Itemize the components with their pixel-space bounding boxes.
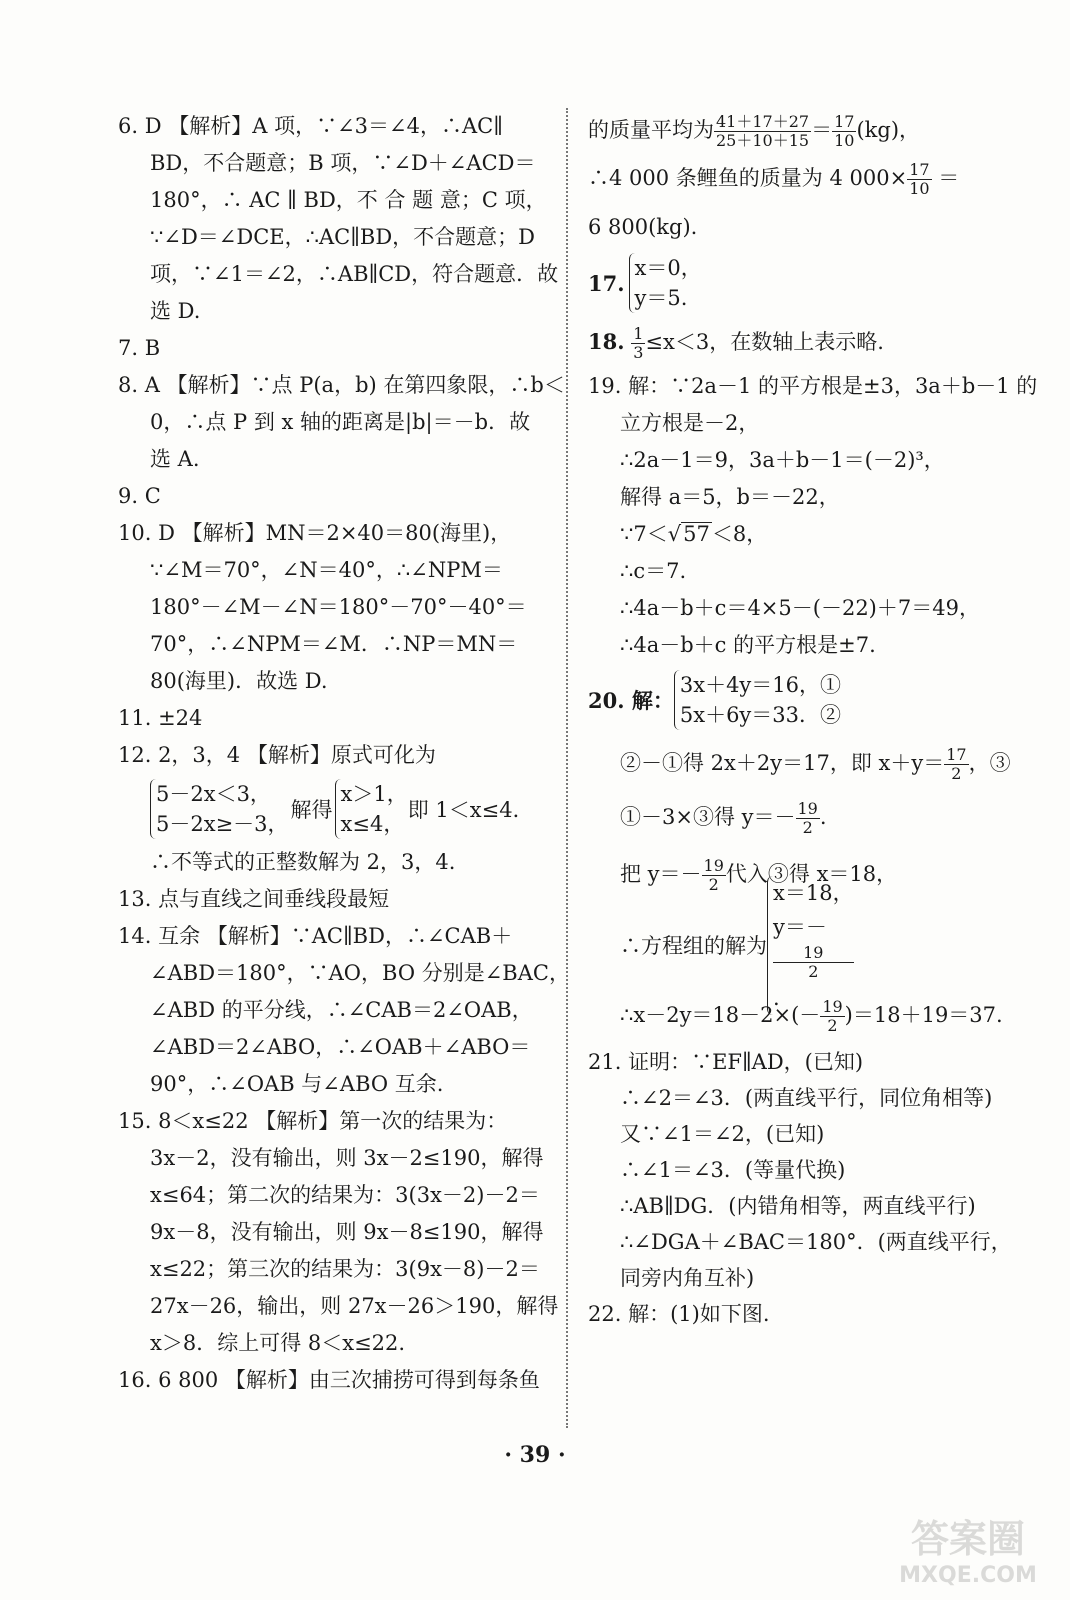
- q19-line: ∴4a－b＋c＝4×5－(－22)＋7＝49，: [620, 596, 980, 620]
- q20-sol-num: 19: [773, 944, 854, 963]
- q19-root-pre: ∵7＜: [620, 522, 668, 546]
- q20-l6-text: ∴x－2y＝18－2×(－: [620, 1003, 821, 1027]
- answer-q16: [118, 1362, 550, 1399]
- q20-sol-den: 2: [808, 961, 819, 981]
- q19-line: 19. 解：∵2a－1 的平方根是±3，3a＋b－1 的: [588, 374, 1038, 398]
- answer-line: 10. D 【解析】MN＝2×40＝80(海里)，: [118, 521, 512, 545]
- q20-l6-frac: [820, 998, 844, 1035]
- q19-root-post: ＜8，: [711, 522, 768, 546]
- system-equation: 5－2x≥－3，: [156, 812, 289, 836]
- answer-line: ∵∠D＝∠DCE，∴AC∥BD，不合题意；D: [150, 225, 536, 249]
- q12-between: 解得: [290, 798, 333, 822]
- answer-line: 6. D 【解析】A 项，∵∠3＝∠4，∴AC∥: [118, 114, 503, 138]
- q17-system: [629, 253, 702, 313]
- q19-line: ∴2a－1＝9，3a＋b－1＝(－2)³，: [620, 448, 945, 472]
- q18-text: ≤x＜3，在数轴上表示略.: [645, 330, 884, 354]
- q16-line-2: [588, 152, 1018, 204]
- q16-frac-den: 25＋10＋15: [716, 131, 810, 150]
- q20-sol-y-frac: [773, 944, 854, 981]
- q16-frac2-den: 10: [834, 131, 855, 150]
- q20-l2-num: 17: [946, 745, 967, 764]
- q20-number: 20. 解：: [588, 688, 674, 713]
- q20: [588, 664, 1018, 1044]
- answer-line: 3x－2，没有输出，则 3x－2≤190，解得: [150, 1146, 544, 1170]
- system-equation: x≤4，: [340, 812, 405, 836]
- q20-sol-x: x＝18，: [773, 880, 854, 905]
- q19-root-line: ∵7＜√57＜8，: [620, 522, 768, 546]
- q20-l2-post: ，③: [968, 751, 1011, 775]
- q12-system-original: [150, 779, 289, 839]
- q21-line: 同旁内角互补): [620, 1266, 755, 1290]
- q21-line: ∴∠1＝∠3．(等量代换): [620, 1158, 846, 1182]
- q16-fraction: [714, 113, 811, 150]
- answer-q8: [118, 367, 565, 478]
- q16-frac-num: 41＋17＋27: [716, 112, 810, 131]
- q20-line-3: [588, 790, 1018, 844]
- q18: [588, 316, 1018, 368]
- q12-after: 即 1＜x≤4．: [407, 798, 534, 822]
- answer-line: 180°，∴ AC ∥ BD，不 合 题 意；C 项，: [150, 188, 547, 212]
- answer-line: x≤22；第三次的结果为：3(9x－8)－2＝: [150, 1257, 540, 1281]
- q19-line: ∴c＝7.: [620, 559, 687, 583]
- answer-line: 12. 2，3，4 【解析】原式可化为: [118, 743, 436, 767]
- q20-l3-num: 19: [797, 799, 818, 818]
- answer-line: 13. 点与直线之间垂线段最短: [118, 887, 390, 911]
- q20-l4-text: 把 y＝－: [620, 862, 702, 886]
- answer-line: x≤64；第二次的结果为：3(3x－2)－2＝: [150, 1183, 540, 1207]
- answer-q11: [118, 700, 550, 737]
- q20-line-2: [588, 736, 1018, 790]
- watermark-logo: [878, 1506, 1058, 1590]
- answer-line: 项，∵∠1＝∠2，∴AB∥CD，符合题意．故: [150, 262, 559, 286]
- q16-text: 的质量平均为: [588, 118, 714, 142]
- answer-line: 16. 6 800 【解析】由三次捕捞可得到每条鱼: [118, 1368, 540, 1392]
- answer-q9: [118, 478, 550, 515]
- q18-frac-den: 3: [633, 343, 644, 362]
- answer-q7: [118, 330, 550, 367]
- q20-system: [674, 670, 841, 730]
- watermark-url: MXQE.COM: [899, 1563, 1037, 1588]
- answer-line: 80(海里)．故选 D.: [150, 669, 328, 693]
- answer-line: 15. 8＜x≤22 【解析】第一次的结果为：: [118, 1109, 508, 1133]
- q20-l6-post: )＝18＋19＝37.: [844, 1003, 1003, 1027]
- q19-line: 立方根是－2，: [620, 411, 760, 435]
- answer-line: 90°，∴∠OAB 与∠ABO 互余.: [150, 1072, 444, 1096]
- q17-eq-2: y＝5.: [634, 286, 688, 310]
- q20-l4-frac: [702, 857, 726, 894]
- answer-line: 0，∴点 P 到 x 轴的距离是|b|＝－b．故: [150, 410, 531, 434]
- answer-line: BD，不合题意；B 项，∵∠D＋∠ACD＝: [150, 151, 536, 175]
- answer-line: 7. B: [118, 336, 161, 360]
- left-column: [118, 108, 570, 1399]
- q20-l6-den: 2: [827, 1016, 838, 1035]
- q20-l2-text: ②－①得 2x＋2y＝17，即 x＋y＝: [620, 751, 945, 775]
- answer-line: 27x－26，输出，则 27x－26＞190，解得: [150, 1294, 559, 1318]
- right-column: [588, 108, 1038, 1333]
- q18-frac-num: 1: [633, 324, 644, 343]
- answer-line: ∠ABD＝2∠ABO，∴∠OAB＋∠ABO＝: [150, 1035, 531, 1059]
- answer-line: 11. ±24: [118, 706, 203, 730]
- q21-line: ∴∠DGA＋∠BAC＝180°．(两直线平行，: [620, 1230, 1012, 1254]
- q20-l2-den: 2: [951, 764, 962, 783]
- q20-eq-2: 5x＋6y＝33．②: [679, 703, 842, 727]
- q17: [588, 250, 1018, 316]
- q21-line: 21. 证明：∵EF∥AD，(已知): [588, 1050, 864, 1074]
- answer-line: ∵∠M＝70°，∠N＝40°，∴∠NPM＝: [150, 558, 503, 582]
- q16-continuation: [588, 108, 1018, 152]
- q19: [588, 368, 1038, 664]
- q16-line2-text: ∴4 000 条鲤鱼的质量为 4 000×: [588, 166, 908, 190]
- answer-q12c: [118, 844, 550, 881]
- system-equation: 5－2x＜3，: [156, 782, 271, 806]
- q16-fraction-3: [907, 161, 931, 198]
- answer-q15: [118, 1103, 559, 1362]
- q21-line: 又∵∠1＝∠2，(已知): [620, 1122, 825, 1146]
- answer-q6: [118, 108, 559, 330]
- q22: 22. 解：(1)如下图.: [588, 1302, 770, 1326]
- q20-sol-y-pre: y＝－: [773, 914, 827, 939]
- q20-system-line: [588, 664, 1018, 736]
- system-equation: x＞1，: [340, 782, 408, 806]
- q16-line-3: 6 800(kg).: [588, 215, 698, 239]
- q16-unit: (kg)，: [856, 118, 921, 142]
- answer-line: 8. A 【解析】∵点 P(a，b) 在第四象限，∴b＜: [118, 373, 565, 397]
- q20-l4-den: 2: [708, 875, 719, 894]
- answer-line: 70°，∴∠NPM＝∠M．∴NP＝MN＝: [150, 632, 518, 656]
- q20-line-6: [588, 986, 1018, 1044]
- page-number: · 39 ·: [504, 1442, 566, 1468]
- answer-line: 9. C: [118, 484, 161, 508]
- q16-line2-eq: ＝: [938, 166, 960, 190]
- answer-q12: [118, 737, 550, 774]
- watermark-icon: [878, 1506, 1058, 1590]
- q20-eq-1: 3x＋4y＝16，①: [679, 673, 842, 697]
- column-divider: [566, 108, 568, 1428]
- answer-line: 9x－8，没有输出，则 9x－8≤190，解得: [150, 1220, 544, 1244]
- q20-l3-post: .: [819, 805, 827, 829]
- answer-q12b: [118, 774, 550, 844]
- q20-l2-frac: [944, 746, 968, 783]
- q18-number: 18.: [588, 329, 625, 354]
- answer-q14: [118, 918, 570, 1103]
- q21: [588, 1044, 1018, 1296]
- q20-l4-post: 代入③得 x＝18，: [725, 862, 898, 886]
- q16-fraction-2: [832, 113, 856, 150]
- q20-l5-text: ∴方程组的解为: [620, 934, 767, 958]
- q21-line: ∴∠2＝∠3．(两直线平行，同位角相等): [620, 1086, 993, 1110]
- q18-fraction: [631, 325, 645, 362]
- q19-line: 解得 a＝5，b＝－22，: [620, 485, 840, 509]
- q20-line-5: [588, 880, 1018, 1010]
- answer-line: 选 A.: [150, 447, 200, 471]
- q16-frac2-num: 17: [834, 112, 855, 131]
- q17-number: 17.: [588, 270, 625, 296]
- q21-line: ∴AB∥DG．(内错角相等，两直线平行): [620, 1194, 976, 1218]
- q20-l3-frac: [796, 800, 820, 837]
- q17-eq-1: x＝0，: [634, 256, 702, 280]
- q16-frac3-num: 17: [909, 160, 930, 179]
- q20-l6-num: 19: [822, 997, 843, 1016]
- answer-line: ∠ABD＝180°，∵AO，BO 分别是∠BAC，: [150, 961, 570, 985]
- watermark-title: 答案圈: [910, 1517, 1026, 1561]
- answer-line: 180°－∠M－∠N＝180°－70°－40°＝: [150, 595, 527, 619]
- answer-line: ∴不等式的正整数解为 2，3，4.: [150, 850, 456, 874]
- q19-root-value: 57: [683, 522, 710, 546]
- q20-sol-y: y＝－ 19 2 .: [773, 910, 854, 1015]
- answer-q10: [118, 515, 550, 700]
- q20-l3-den: 2: [802, 818, 813, 837]
- q20-l3-text: ①－3×③得 y＝－: [620, 805, 796, 829]
- q19-line: ∴4a－b＋c 的平方根是±7.: [620, 633, 876, 657]
- answer-q13: [118, 881, 550, 918]
- answer-line: 14. 互余 【解析】∵AC∥BD，∴∠CAB＋: [118, 924, 513, 948]
- answer-line: ∠ABD 的平分线，∴∠CAB＝2∠OAB，: [150, 998, 533, 1022]
- answer-line: 选 D.: [150, 299, 201, 323]
- q20-l4-num: 19: [703, 856, 724, 875]
- answer-line: x＞8．综上可得 8＜x≤22.: [150, 1331, 406, 1355]
- q16-frac3-den: 10: [909, 179, 930, 198]
- q16-eq: ＝: [811, 118, 833, 142]
- q12-system-solved: [335, 779, 408, 839]
